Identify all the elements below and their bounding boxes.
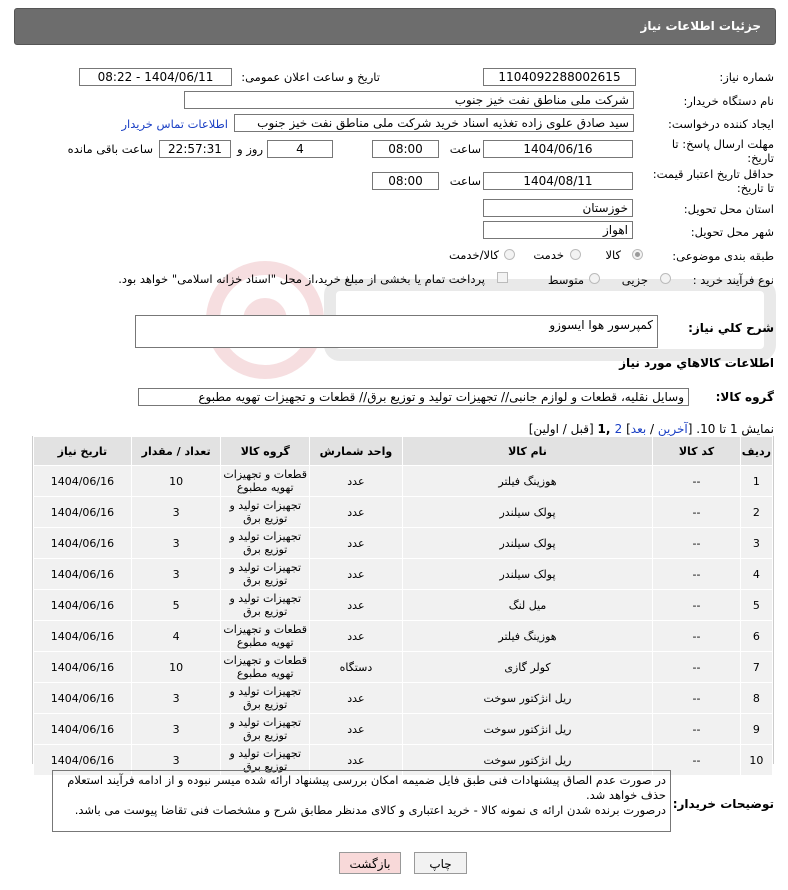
cell-row-num: 2: [740, 497, 772, 528]
cell-group: قطعات و تجهیزات تهویه مطبوع: [221, 652, 310, 683]
cell-row-num: 10: [740, 745, 772, 776]
table-row: [34, 714, 773, 745]
contact-buyer-link[interactable]: اطلاعات تماس خریدار: [121, 117, 228, 131]
category-goods-radio[interactable]: [632, 249, 643, 260]
pagination-suffix: [قبل / اولین]: [528, 422, 598, 436]
cell-row-num: 4: [740, 559, 772, 590]
cell-name: ریل انژکتور سوخت: [402, 683, 653, 714]
category-goods-label: کالا: [605, 248, 621, 262]
table-row: [34, 590, 773, 621]
cell-name: هوزینگ فیلتر: [402, 621, 653, 652]
cell-date: 1404/06/16: [34, 590, 132, 621]
creator-label: ایجاد کننده درخواست:: [668, 117, 774, 131]
remaining-label: ساعت باقی مانده: [67, 142, 153, 156]
deadline-label-date: تاریخ:: [747, 151, 774, 165]
city-label: شهر محل تحویل:: [690, 225, 774, 239]
cell-row-num: 1: [740, 466, 772, 497]
cell-code: --: [653, 528, 741, 559]
cell-group: قطعات و تجهیزات تهویه مطبوع: [221, 621, 310, 652]
cell-code: --: [653, 466, 741, 497]
cell-qty: 5: [131, 590, 221, 621]
col-header-name: نام کالا: [402, 437, 653, 466]
cell-row-num: 5: [740, 590, 772, 621]
process-minor-radio[interactable]: [660, 273, 671, 284]
days-label: روز و: [237, 142, 263, 156]
description-label: شرح کلي نياز:: [688, 321, 774, 335]
cell-qty: 3: [131, 714, 221, 745]
col-header-code: کد کالا: [653, 437, 741, 466]
cell-name: پولک سیلندر: [402, 497, 653, 528]
table-row: [34, 683, 773, 714]
cell-name: پولک سیلندر: [402, 559, 653, 590]
pagination-sep2: ]: [622, 422, 631, 436]
cell-unit: عدد: [310, 745, 403, 776]
days-remaining-field: 4: [267, 140, 333, 158]
cell-code: --: [653, 683, 741, 714]
table-row: [34, 466, 773, 497]
cell-code: --: [653, 652, 741, 683]
cell-date: 1404/06/16: [34, 497, 132, 528]
cell-date: 1404/06/16: [34, 745, 132, 776]
table-row: [34, 621, 773, 652]
cell-row-num: 9: [740, 714, 772, 745]
col-header-qty: تعداد / مقدار: [131, 437, 221, 466]
pagination-sep: /: [646, 422, 658, 436]
cell-qty: 3: [131, 497, 221, 528]
process-medium-radio[interactable]: [589, 273, 600, 284]
description-field: کمپرسور هوا ایسوزو: [135, 315, 658, 348]
table-header-row: [34, 437, 773, 466]
col-header-date: تاریخ نیاز: [34, 437, 132, 466]
buyer-notes-box: [52, 770, 671, 832]
goods-section-title: اطلاعات کالاهاي مورد نياز: [619, 356, 774, 370]
category-both-label: کالا/خدمت: [448, 248, 499, 262]
goods-group-field: وسایل نقلیه، قطعات و لوازم جانبی// تجهیزات تولید و توزیع برق// قطعات و تجهیزات تهویه مطبوع: [138, 388, 689, 406]
page-title: جزئیات اطلاعات نیاز: [640, 19, 761, 33]
pagination-last-link[interactable]: آخرین: [657, 422, 688, 436]
col-header-row-num: ردیف: [740, 437, 772, 466]
cell-row-num: 7: [740, 652, 772, 683]
back-button[interactable]: بازگشت: [339, 852, 401, 874]
cell-group: تجهیزات تولید و توزیع برق: [221, 559, 310, 590]
cell-group: تجهیزات تولید و توزیع برق: [221, 528, 310, 559]
cell-code: --: [653, 745, 741, 776]
treasury-payment-checkbox[interactable]: [497, 272, 508, 283]
print-button[interactable]: چاپ: [414, 852, 467, 874]
cell-code: --: [653, 714, 741, 745]
cell-code: --: [653, 559, 741, 590]
validity-time-field: 08:00: [372, 172, 439, 190]
announce-label: تاریخ و ساعت اعلان عمومی:: [241, 70, 380, 84]
cell-name: ریل انژکتور سوخت: [402, 745, 653, 776]
cell-group: تجهیزات تولید و توزیع برق: [221, 497, 310, 528]
cell-date: 1404/06/16: [34, 466, 132, 497]
cell-qty: 10: [131, 466, 221, 497]
buyer-org-label: نام دستگاه خریدار:: [683, 94, 774, 108]
cell-group: تجهیزات تولید و توزیع برق: [221, 683, 310, 714]
cell-unit: عدد: [310, 590, 403, 621]
cell-name: میل لنگ: [402, 590, 653, 621]
cell-date: 1404/06/16: [34, 621, 132, 652]
cell-name: هوزینگ فیلتر: [402, 466, 653, 497]
cell-unit: عدد: [310, 559, 403, 590]
table-row: [34, 652, 773, 683]
cell-unit: عدد: [310, 683, 403, 714]
deadline-time-field: 08:00: [372, 140, 439, 158]
goods-group-label: گروه کالا:: [715, 390, 774, 404]
cell-qty: 10: [131, 652, 221, 683]
cell-qty: 4: [131, 621, 221, 652]
validity-label-date: تا تاریخ:: [736, 181, 774, 195]
col-header-unit: واحد شمارش: [310, 437, 403, 466]
cell-unit: عدد: [310, 714, 403, 745]
need-number-field: 1104092288002615: [483, 68, 636, 86]
category-both-radio[interactable]: [504, 249, 515, 260]
cell-group: تجهیزات تولید و توزیع برق: [221, 714, 310, 745]
goods-table: [33, 436, 773, 776]
cell-group: تجهیزات تولید و توزیع برق: [221, 745, 310, 776]
remaining-time-field: 22:57:31: [159, 140, 231, 158]
category-service-label: خدمت: [533, 248, 564, 262]
buyer-org-field: شرکت ملی مناطق نفت خیز جنوب: [184, 91, 634, 109]
deadline-time-label: ساعت: [449, 142, 481, 156]
deadline-label: مهلت ارسال پاسخ: تا: [671, 137, 774, 151]
title-bar: [14, 8, 776, 45]
col-header-group: گروه کالا: [221, 437, 310, 466]
cell-code: --: [653, 497, 741, 528]
creator-field: سید صادق علوی زاده تغذیه اسناد خرید شرکت ملی مناطق نفت خیز جنوب: [234, 114, 634, 132]
cell-row-num: 3: [740, 528, 772, 559]
category-label: طبقه بندی موضوعی:: [672, 249, 774, 263]
validity-label: حداقل تاریخ اعتبار قیمت:: [652, 167, 774, 181]
pagination-next-link[interactable]: بعد: [630, 422, 647, 436]
cell-unit: عدد: [310, 621, 403, 652]
need-number-label: شماره نیاز:: [719, 70, 774, 84]
cell-code: --: [653, 621, 741, 652]
cell-group: قطعات و تجهیزات تهویه مطبوع: [221, 466, 310, 497]
cell-unit: دستگاه: [310, 652, 403, 683]
cell-qty: 3: [131, 683, 221, 714]
cell-qty: 3: [131, 528, 221, 559]
cell-qty: 3: [131, 559, 221, 590]
validity-time-label: ساعت: [449, 174, 481, 188]
announce-field: 1404/06/11 - 08:22: [79, 68, 232, 86]
table-row: [34, 528, 773, 559]
cell-date: 1404/06/16: [34, 714, 132, 745]
cell-row-num: 6: [740, 621, 772, 652]
cell-code: --: [653, 590, 741, 621]
validity-date-field: 1404/08/11: [483, 172, 633, 190]
pagination-current-page: ,1: [597, 422, 615, 436]
buyer-notes-line-2: درصورت برنده شدن ارائه ی نمونه کالا - خرید اعتباری و کالای مدنظر مطابق شرح و مشخصات فنی تقاضا پیوست می باشد.: [74, 803, 666, 817]
cell-unit: عدد: [310, 497, 403, 528]
cell-group: تجهیزات تولید و توزیع برق: [221, 590, 310, 621]
deadline-date-field: 1404/06/16: [483, 140, 633, 158]
cell-name: کولر گازی: [402, 652, 653, 683]
cell-date: 1404/06/16: [34, 528, 132, 559]
cell-row-num: 8: [740, 683, 772, 714]
category-service-radio[interactable]: [570, 249, 581, 260]
process-medium-label: متوسط: [547, 273, 584, 287]
province-field: خوزستان: [483, 199, 633, 217]
cell-name: پولک سیلندر: [402, 528, 653, 559]
province-label: استان محل تحویل:: [683, 202, 774, 216]
pagination-prefix: نمایش 1 تا 10. [: [687, 422, 774, 436]
buyer-notes-line-1: در صورت عدم الصاق پیشنهادات فنی طبق فایل ضمیمه امکان بررسی پیشنهاد ارائه شده میسر نبوده و از ادامه فرآیند استعلام حذف خواهد شد.: [67, 773, 666, 802]
cell-name: ریل انژکتور سوخت: [402, 714, 653, 745]
table-row: [34, 497, 773, 528]
cell-unit: عدد: [310, 528, 403, 559]
pagination: [529, 422, 774, 436]
cell-date: 1404/06/16: [34, 652, 132, 683]
process-minor-label: جزیی: [621, 273, 648, 287]
table-row: [34, 559, 773, 590]
cell-date: 1404/06/16: [34, 559, 132, 590]
treasury-payment-note: پرداخت تمام یا بخشی از مبلغ خرید،از محل "اسناد خزانه اسلامی" خواهد بود.: [118, 272, 485, 286]
cell-unit: عدد: [310, 466, 403, 497]
pagination-page-2-link[interactable]: 2: [614, 422, 623, 436]
cell-date: 1404/06/16: [34, 683, 132, 714]
cell-qty: 3: [131, 745, 221, 776]
buyer-notes-label: توضیحات خریدار:: [672, 797, 774, 811]
process-label: نوع فرآیند خرید :: [692, 273, 774, 287]
city-field: اهواز: [483, 221, 633, 239]
